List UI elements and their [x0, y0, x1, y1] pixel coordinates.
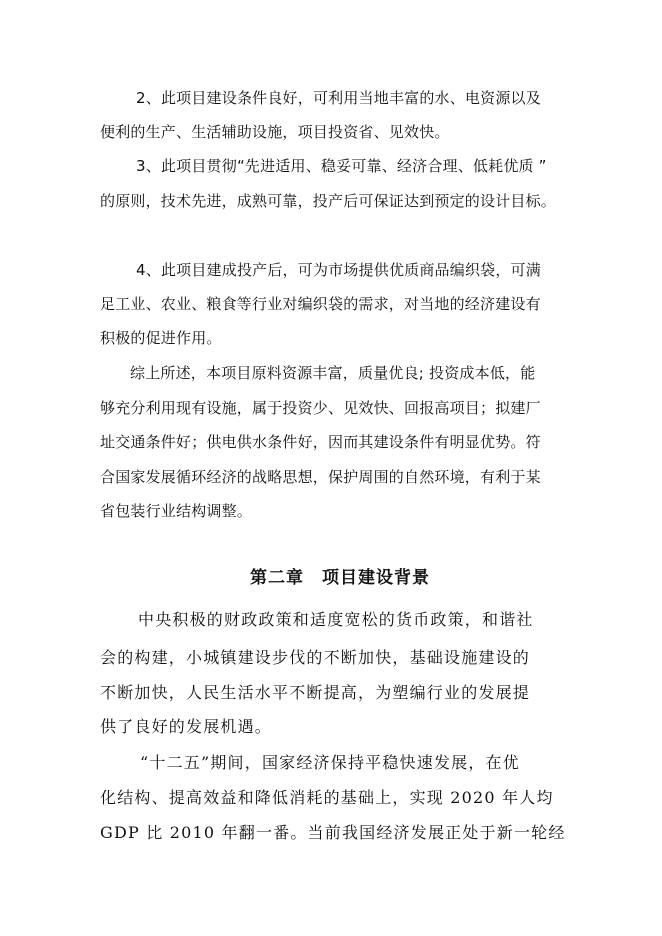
chapter-2-title: 第二章 项目建设背景	[250, 568, 430, 588]
summary-line-5: 省包装行业结构调整。	[100, 502, 253, 520]
paragraph-4-line-3: 积极的促进作用。	[100, 329, 222, 347]
chapter-2-p1-line-1: 中央积极的财政政策和适度宽松的货币政策，和谐社	[138, 610, 534, 629]
chapter-2-p1-line-3: 不断加快，人民生活水平不断提高，为塑编行业的发展提	[100, 683, 531, 702]
paragraph-4-line-1: 4、此项目建成投产后，可为市场提供优质商品编织袋，可满	[136, 261, 541, 279]
paragraph-3-line-2: 的原则，技术先进，成熟可靠，投产后可保证达到预定的设计目标。	[100, 192, 557, 210]
chapter-2-p2-line-2: 化结构、提高效益和降低消耗的基础上，实现 2020 年人均	[100, 788, 554, 807]
summary-line-3: 址交通条件好；供电供水条件好，因而其建设条件有明显优势。符	[100, 433, 541, 451]
paragraph-4-line-2: 足工业、农业、粮食等行业对编织袋的需求，对当地的经济建设有	[100, 295, 541, 313]
paragraph-2-line-1: 2、此项目建设条件良好，可利用当地丰富的水、电资源以及	[136, 89, 541, 107]
chapter-2-p2-line-3: GDP 比 2010 年翻一番。当前我国经济发展正处于新一轮经	[100, 823, 566, 842]
paragraph-3-line-1: 3、此项目贯彻“先进适用、稳妥可靠、经济合理、低耗优质 ”	[136, 157, 547, 175]
summary-line-1: 综上所述，本项目原料资源丰富，质量优良; 投资成本低，能	[130, 364, 536, 382]
summary-line-4: 合国家发展循环经济的战略思想，保护周围的自然环境，有利于某	[100, 468, 541, 486]
summary-line-2: 够充分利用现有设施，属于投资少、见效快、回报高项目；拟建厂	[100, 399, 541, 417]
paragraph-2-line-2: 便利的生产、生活辅助设施，项目投资省、见效快。	[100, 123, 450, 141]
chapter-2-p2-line-1: “十二五”期间，国家经济保持平稳快速发展，在优	[140, 753, 520, 772]
chapter-2-p1-line-4: 供了良好的发展机遇。	[100, 717, 273, 736]
chapter-2-p1-line-2: 会的构建，小城镇建设步伐的不断加快，基础设施建设的	[100, 648, 531, 667]
